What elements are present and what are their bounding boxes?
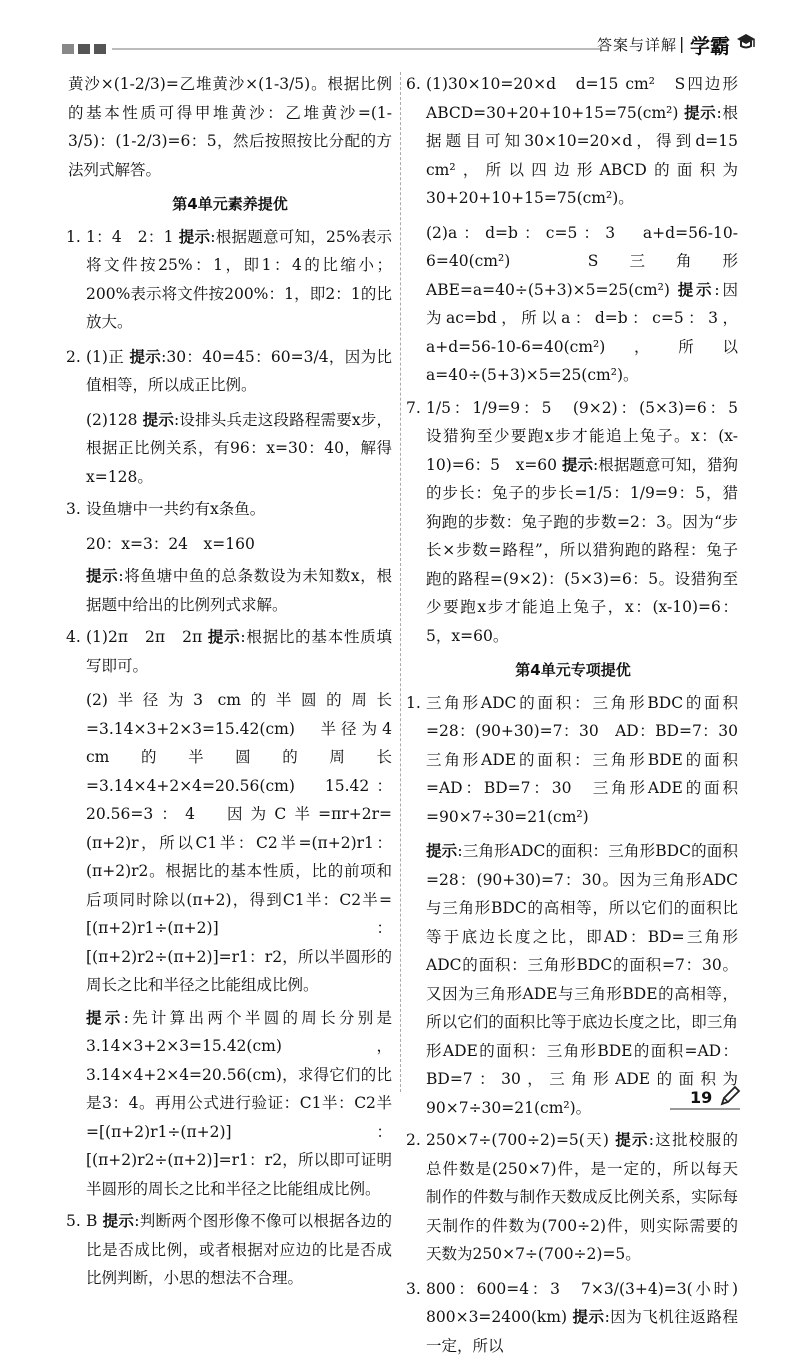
answer: 800：600=4：3 7×3/(3+4)=3(小时) 800×3=2400(km) [426, 1279, 754, 1326]
intro-paragraph: 黄沙×(1-2/3)=乙堆黄沙×(1-3/5)。根据比例的基本性质可得甲堆黄沙：乙堆黄沙=(1-3/5)：(1-2/3)=6：5，然后按照按比分配的方法列式解答。 [68, 75, 392, 179]
hint-text: :30：40=45：60=3/4，因为比值相等，所以成正比例。 [86, 347, 392, 394]
header-separator: | [679, 34, 685, 53]
footer-rule [670, 1108, 740, 1110]
question-number: 3. [406, 1279, 421, 1298]
hint-text: :先计算出两个半圆的周长分别是3.14×3+2×3=15.42(cm)，3.14×4+2×4=20.56(cm)，求得它们的比是3：4。再用公式进行验证：C1半：C2半=[(π+2)r1÷(π+2)]：[(π+2)r2÷(π+2)]=r1：r2，所以即可证明半圆形的周长之比和半径之比能组成比例。 [86, 1008, 392, 1198]
graduation-cap-icon [735, 30, 757, 52]
column-divider [400, 72, 401, 1092]
page-number: 19 [690, 1088, 713, 1107]
question-number: 1. [406, 693, 421, 712]
question-number: 7. [406, 398, 421, 417]
hint-label: 提示 [207, 628, 241, 646]
answer-part-1: (1)30×10=20×d d=15 cm² S四边形ABCD=30+20+10+15=75(cm²) [426, 75, 738, 122]
hint-text: :这批校服的总件数是(250×7)件，是一定的，所以每天制作的件数与制作天数成反比例关系，实际每天制作的件数为(700÷2)件，则实际需要的天数为250×7÷(700÷2)=5。 [426, 1131, 738, 1263]
answer-part-2: (2)半径为3 cm的半圆的周长=3.14×3+2×3=15.42(cm) 半径为4 cm的半圆的周长=3.14×4+2×4=20.56(cm) 15.42：20.56=3：4 因为C半=πr+2r=(π+2)r，所以C1半：C2半=(π+2)r1：(π+2)r2。根据比的基本性质，比的前项和后项同时除以(π+2)，得到C1半：C2半=[(π+2)r1÷(π+2)]：[(π+2)r2÷(π+2)]=r1：r2，所以半圆形的周长之比和半径之比能组成比例。 [86, 691, 392, 994]
question-number: 2. [66, 347, 81, 366]
pencil-icon [718, 1084, 742, 1108]
question-4 [68, 623, 392, 680]
brand-logo: 学霸 [690, 34, 730, 58]
answer: 三角形ADC的面积：三角形BDC的面积=28：(90+30)=7：30 AD：BD=7：30 三角形ADE的面积：三角形BDE的面积=AD：BD=7：30 三角形ADE的面积=90×7÷30=21(cm²) [426, 693, 754, 826]
section-title-special: 第4单元专项提优 [515, 661, 631, 679]
header-squares [62, 44, 106, 54]
hint-label: 提示 [677, 280, 715, 299]
section-title-literacy: 第4单元素养提优 [172, 195, 288, 213]
hint-label: 提示 [561, 455, 594, 474]
hint-text: :将鱼塘中鱼的总条数设为未知数x，根据题中给出的比例列式求解。 [86, 567, 392, 614]
hint-label: 提示 [86, 1008, 124, 1027]
question-6 [408, 70, 738, 213]
hint-text: :因为飞机往返路程一定，所以 [426, 1308, 738, 1355]
answer-part-1: (1)正 [86, 347, 125, 366]
question-2 [68, 343, 392, 400]
hint-label: 提示 [129, 347, 162, 366]
question-2-part-2 [68, 406, 392, 492]
question-number: 4. [66, 628, 81, 646]
hint-label: 提示 [178, 227, 211, 246]
answer-line-1: 设鱼塘中一共约有x条鱼。 [86, 500, 266, 518]
hint-label: 提示 [102, 1212, 135, 1230]
question-number: 3. [66, 500, 81, 518]
question-6-part-2 [408, 219, 738, 390]
question-3 [68, 495, 392, 524]
hint-text: :根据题目可知30×10=20×d，得到d=15 cm²，所以四边形ABCD的面积为30+20+10+15=75(cm²)。 [426, 103, 738, 207]
page-header [0, 0, 800, 62]
hint-label: 提示 [86, 567, 119, 585]
practice-2 [408, 1126, 738, 1269]
answer: 1/5：1/9=9：5 (9×2)：(5×3)=6：5 设猎狗至少要跑x步才能追上兔子。x：(x-10)=6：5 x=60 [426, 398, 754, 474]
answer-part-2: (2)128 [86, 410, 138, 429]
hint-label: 提示 [615, 1131, 649, 1149]
practice-3 [406, 1275, 754, 1361]
answer: 250×7÷(700÷2)=5(天) [426, 1131, 609, 1149]
header-rule [112, 48, 600, 50]
practice-1-hint [408, 837, 738, 1122]
hint-text: :三角形ADC的面积：三角形BDC的面积=28：(90+30)=7：30。因为三角形ADC与三角形BDC的高相等，所以它们的面积比等于底边长度之比，即AD：BD=三角形ADC的面积：三角形BDC的面积=7：30。又因为三角形ADE与三角形BDE的高相等，所以它们的面积比等于底边长度之比，即三角形ADE的面积：三角形BDE的面积=AD：BD=7：30，三角形ADE的面积为90×7÷30=21(cm²)。 [426, 842, 738, 1117]
hint-label: 提示 [572, 1308, 605, 1326]
practice-1 [406, 689, 754, 832]
question-number: 6. [406, 75, 421, 93]
question-number: 5. [66, 1212, 81, 1230]
answer: 1：4 2：1 [86, 227, 174, 246]
answer: B [86, 1212, 98, 1230]
answer-part-2: (2)a：d=b：c=5：3 a+d=56-10-6=40(cm²) S三角形ABE=a=40÷(5+3)×5=25(cm²) [426, 223, 738, 299]
hint-label: 提示 [426, 842, 458, 860]
hint-text: :判断两个图形像不像可以根据各边的比是否成比例，或者根据对应边的比是否成比例判断，小思的想法不合理。 [86, 1212, 392, 1287]
hint-text: :设排头兵走这段路程需要x步，根据正比例关系，有96：x=30：40，解得x=128。 [86, 410, 392, 486]
question-number: 2. [406, 1131, 421, 1149]
right-column [406, 70, 754, 1366]
question-7 [406, 394, 754, 651]
question-3-hint [68, 562, 392, 619]
page-footer [0, 1088, 800, 1130]
question-1 [68, 223, 392, 337]
header-title: 答案与详解 [597, 36, 678, 54]
question-5 [68, 1207, 392, 1293]
hint-label: 提示 [142, 410, 175, 429]
hint-text: :根据题意可知，25%表示将文件按25%：1，即1：4的比缩小；200%表示将文件按200%：1，即2：1的比放大。 [86, 227, 392, 331]
question-number: 1. [66, 227, 81, 246]
answer-part-1: (1)2π 2π 2π [86, 628, 203, 646]
hint-text: :因为ac=bd，所以a：d=b：c=5：3，a+d=56-10-6=40(cm²)，所以a=40÷(5+3)×5=25(cm²)。 [426, 280, 738, 384]
hint-text: :根据题意可知，猎狗的步长：兔子的步长=1/5：1/9=9：5，猎狗跑的步数：兔子跑的步数=2：3。因为“步长×步数=路程”，所以猎狗跑的路程：兔子跑的路程=(9×2)：(5×3)=6：5。设猎狗至少要跑x步才能追上兔子，x：(x-10)=6：5，x=60。 [426, 455, 738, 645]
hint-label: 提示 [684, 103, 717, 122]
hint-text: :根据比的基本性质填写即可。 [86, 628, 392, 675]
answer-line-2: 20：x=3：24 x=160 [86, 534, 255, 553]
